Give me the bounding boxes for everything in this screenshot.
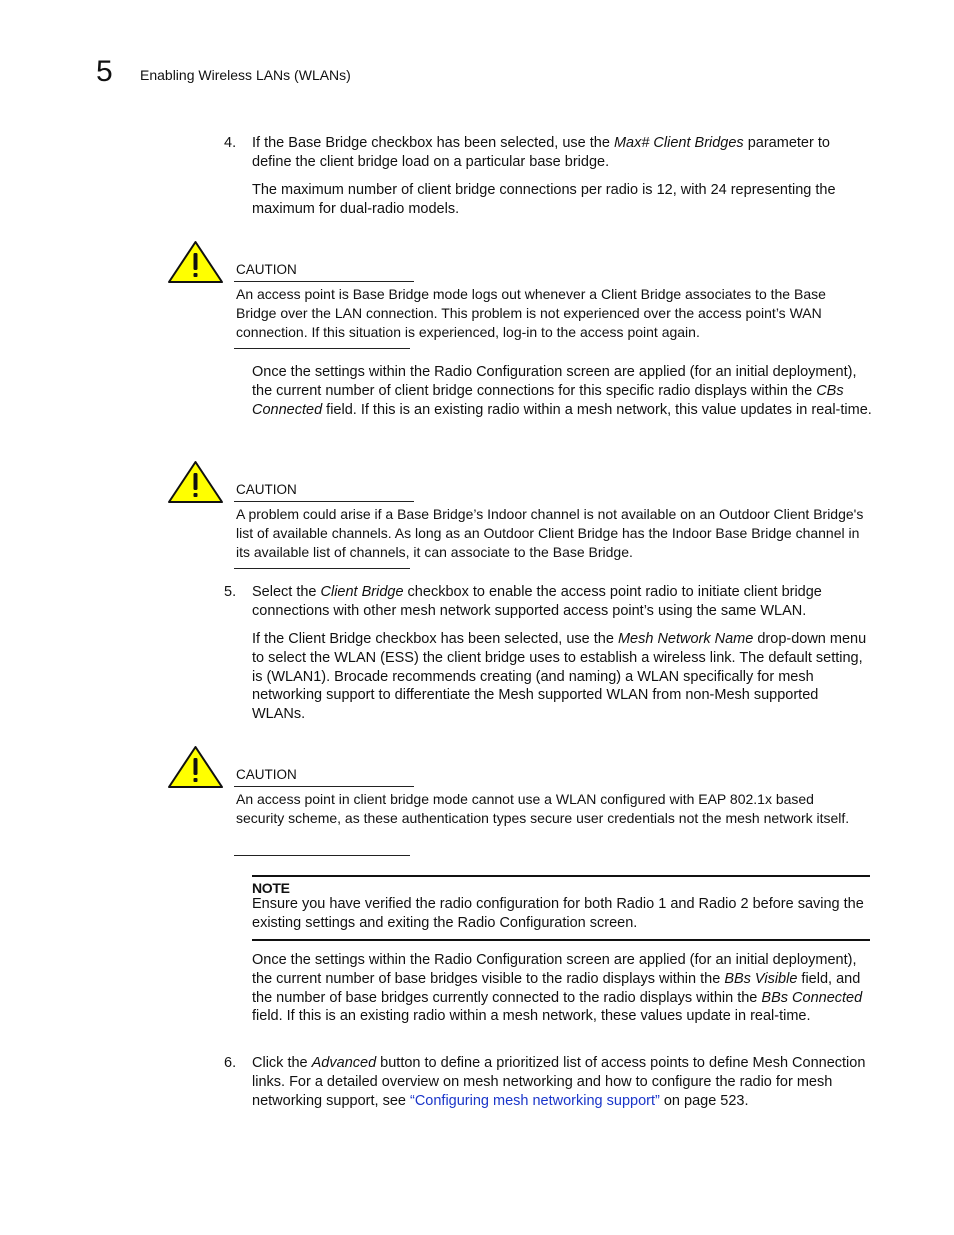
cbs-connected-paragraph: Once the settings within the Radio Configuration screen are applied (for an initial deployment), the current number of client bridge connections for this specific radio displays within the CBs Connected field. If this is an existing radio within a mesh network, this value updates in real-time. (252, 364, 872, 418)
chapter-number: 5 (96, 55, 113, 88)
note-rule-bottom (252, 939, 870, 941)
caution-rule-top (234, 501, 414, 502)
mesh-networking-link[interactable]: “Configuring mesh networking support” (409, 1092, 660, 1109)
caution-rule-top (234, 281, 414, 282)
caution-text: A problem could arise if a Base Bridge’s Indoor channel is not available on an Outdoor Client Bridge's list of available channels. As long as an Outdoor Client Bridge has the Indoor Base Bridge channel in its available list of channels, it can associate to the Base Bridge. (236, 506, 864, 560)
step-4-detail: The maximum number of client bridge connections per radio is 12, with 24 representing the maximum for dual-radio models. (252, 182, 836, 217)
caution-label: CAUTION (236, 482, 297, 497)
step-number: 4. (224, 135, 237, 151)
note-rule-top (252, 875, 870, 877)
caution-text: An access point in client bridge mode cannot use a WLAN configured with EAP 802.1x based security scheme, as these authentication types secure user credentials not the mesh network itself. (236, 791, 850, 826)
step-number: 5. (224, 584, 237, 600)
caution-label: CAUTION (236, 262, 297, 277)
step-5-text: Select the Client Bridge checkbox to enable the access point radio to initiate client bridge connections with other mesh network supported access point’s using the same WLAN. (252, 584, 822, 619)
step-5-detail: If the Client Bridge checkbox has been selected, use the Mesh Network Name drop-down menu to select the WLAN (ESS) the client bridge uses to establish a wireless link. The default setting, is (WLAN1). Brocade recommends creating (and naming) a WLAN specifically for mesh networking support to differentiate the Mesh supported WLAN from non-Mesh supported WLANs. (252, 631, 867, 723)
step-6-text: Click the Advanced button to define a prioritized list of access points to define Mesh Connection links. For a detailed overview on mesh networking and how to configure the radio for mesh networking support, see “Configuring mesh networking support” on page 523. (252, 1055, 866, 1109)
warning-triangle-icon (167, 240, 224, 284)
caution-label: CAUTION (236, 767, 297, 782)
warning-triangle-icon (167, 460, 224, 504)
warning-triangle-icon (167, 745, 224, 789)
caution-text: An access point is Base Bridge mode logs out whenever a Client Bridge associates to the Base Bridge over the LAN connection. This problem is not experienced over the access point’s WAN connection. If this situation is experienced, log-in to the access point again. (236, 286, 826, 340)
step-number: 6. (224, 1055, 237, 1071)
caution-rule-bottom (234, 855, 410, 856)
caution-rule-bottom (234, 348, 410, 349)
caution-rule-top (234, 786, 414, 787)
note-label: NOTE (252, 880, 290, 896)
caution-rule-bottom (234, 568, 410, 569)
bbs-paragraph: Once the settings within the Radio Configuration screen are applied (for an initial deployment), the current number of base bridges visible to the radio displays within the BBs Visible field, and the number of base bridges currently connected to the radio displays within the BBs Connected field. If this is an existing radio within a mesh network, these values update in real-time. (252, 952, 863, 1025)
chapter-title: Enabling Wireless LANs (WLANs) (140, 67, 351, 83)
note-text: Ensure you have verified the radio configuration for both Radio 1 and Radio 2 before saving the existing settings and exiting the Radio Configuration screen. (252, 896, 864, 931)
step-4-text: If the Base Bridge checkbox has been selected, use the Max# Client Bridges parameter to define the client bridge load on a particular base bridge. (252, 135, 830, 170)
